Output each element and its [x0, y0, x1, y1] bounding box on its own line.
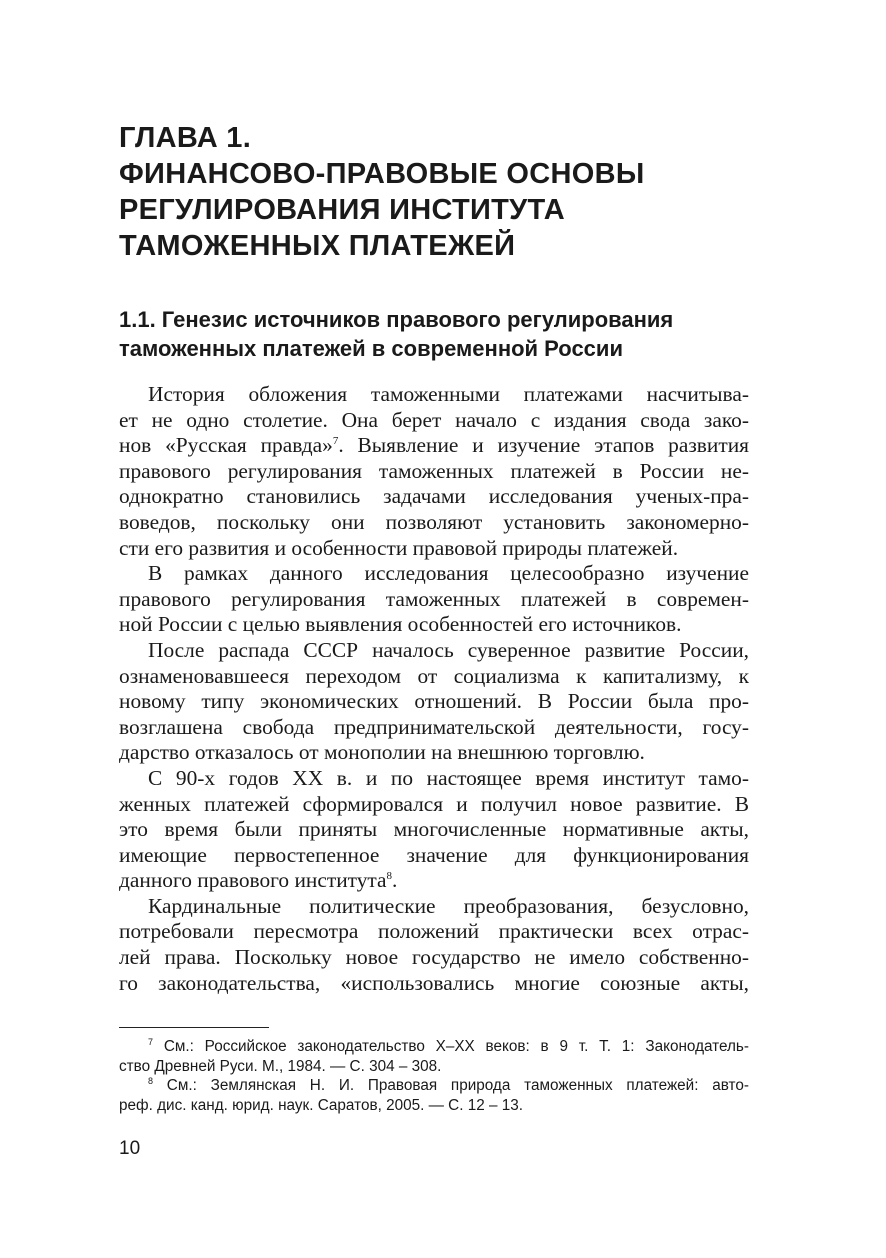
page-number: 10: [119, 1138, 141, 1159]
body-text: [119, 382, 749, 996]
footnote-number: 7: [148, 1037, 154, 1047]
text-line: Кардинальные политические преобразования, безусловно,: [148, 893, 749, 918]
footnote-ref: 8: [386, 870, 393, 883]
text-line: женных платежей сформировался и получил новое развитие. В: [119, 791, 749, 816]
text-line: ет не одно столетие. Она берет начало с издания свода зако-: [119, 407, 749, 432]
footnote-divider: [119, 1027, 269, 1028]
section-heading-line: 1.1. Генезис источников правового регулирования: [119, 307, 674, 332]
text-line: лей права. Поскольку новое государство не имело собственно-: [119, 945, 749, 970]
text-line: потребовали пересмотра положений практически всех отрас-: [119, 919, 749, 944]
text-line: После распада СССР началось суверенное развитие России,: [148, 637, 749, 662]
footnote-number: 8: [148, 1076, 154, 1086]
chapter-heading-line: ФИНАНСОВО-ПРАВОВЫЕ ОСНОВЫ: [119, 158, 645, 190]
text-line: имеющие первостепенное значение для функционирования: [119, 842, 749, 867]
text-line: это время были приняты многочисленные нормативные акты,: [119, 817, 749, 842]
text-fragment: данного правового института: [119, 868, 387, 893]
footnotes: [119, 1037, 749, 1115]
text-fragment: нов «Русская правда»: [119, 433, 333, 458]
text-line: С 90-х годов XX в. и по настоящее время институт тамо-: [148, 765, 749, 790]
section-heading: [119, 305, 779, 363]
text-line: В рамках данного исследования целесообразно изучение: [148, 561, 749, 586]
text-line: [119, 433, 749, 459]
text-line: возглашена свобода предпринимательской деятельности, госу-: [119, 714, 749, 739]
text-line: История обложения таможенными платежами насчитыва-: [148, 382, 749, 406]
text-fragment: . Выявление и изучение этапов развития: [338, 433, 749, 458]
chapter-heading-line: ТАМОЖЕННЫХ ПЛАТЕЖЕЙ: [119, 230, 516, 262]
text-line: правового регулирования таможенных платежей в современ-: [119, 586, 749, 611]
text-line: [119, 868, 749, 894]
footnote-line: [119, 1037, 749, 1057]
text-line: дарство отказалось от монополии на внешнюю торговлю.: [119, 740, 645, 765]
chapter-heading-line: ГЛАВА 1.: [119, 122, 252, 154]
text-line: однократно становились задачами исследования ученых-пра-: [119, 484, 749, 509]
text-line: сти его развития и особенности правовой природы платежей.: [119, 535, 679, 560]
text-line: ной России с целью выявления особенностей его источников.: [119, 612, 682, 637]
footnote-text: См.: Землянская Н. И. Правовая природа таможенных платежей: авто-: [166, 1077, 749, 1094]
footnote-text: См.: Российское законодательство X–XX веков: в 9 т. Т. 1: Законодатель-: [163, 1038, 749, 1055]
text-line: го законодательства, «использовались многие союзные акты,: [119, 970, 749, 995]
footnote-line: [119, 1076, 749, 1096]
text-line: воведов, поскольку они позволяют установить закономерно-: [119, 509, 749, 534]
footnote-line: реф. дис. канд. юрид. наук. Саратов, 2005. — С. 12 – 13.: [119, 1096, 523, 1114]
text-line: ознаменовавшееся переходом от социализма к капитализму, к: [119, 663, 749, 688]
chapter-heading: [119, 120, 779, 264]
footnote-line: ство Древней Руси. М., 1984. — С. 304 – 308.: [119, 1057, 442, 1075]
chapter-heading-line: РЕГУЛИРОВАНИЯ ИНСТИТУТА: [119, 194, 565, 226]
text-line: новому типу экономических отношений. В России была про-: [119, 689, 749, 714]
text-line: правового регулирования таможенных платежей в России не-: [119, 458, 749, 483]
section-heading-line: таможенных платежей в современной России: [119, 336, 623, 361]
text-fragment: .: [392, 868, 398, 893]
footnote-ref: 7: [332, 435, 339, 448]
